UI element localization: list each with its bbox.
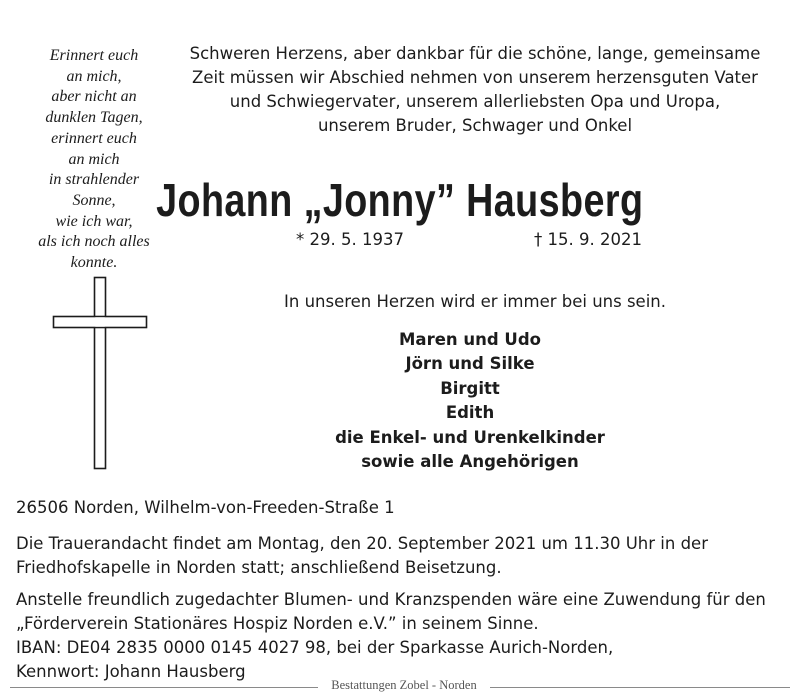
footer-divider-left (10, 687, 318, 688)
poem-line: Sonne, (72, 191, 116, 209)
mourner: sowie alle Angehörigen (361, 452, 579, 472)
poem-line: konnte. (70, 254, 118, 272)
footer-divider-right (490, 687, 790, 688)
motto: In unseren Herzen wird er immer bei uns sein. (284, 292, 666, 311)
poem-line: aber nicht an (51, 88, 137, 106)
donation-line: „Förderverein Stationäres Hospiz Norden e.V.” in seinem Sinne. (16, 614, 539, 633)
donation-line: Kennwort: Johann Hausberg (16, 662, 246, 681)
poem-line: wie ich war, (55, 212, 133, 230)
poem-quote (24, 46, 164, 274)
poem-line: als ich noch alles (38, 233, 150, 251)
intro-line: und Schwiegervater, unserem allerliebsten Opa und Uropa, (229, 92, 721, 111)
mourner: Jörn und Silke (405, 354, 535, 374)
poem-line: an mich, (66, 67, 122, 85)
intro-line: Schweren Herzens, aber dankbar für die schöne, lange, gemeinsame (189, 44, 761, 63)
address: 26506 Norden, Wilhelm-von-Freeden-Straße 1 (16, 498, 395, 517)
mourner: Edith (445, 403, 495, 423)
poem-line: an mich (68, 150, 120, 168)
mourner: Birgitt (440, 378, 500, 398)
death-date: † 15. 9. 2021 (534, 230, 642, 249)
intro-line: Zeit müssen wir Abschied nehmen von unserem herzensguten Vater (192, 68, 758, 87)
service-line: Friedhofskapelle in Norden statt; anschließend Beisetzung. (16, 558, 502, 577)
poem-line: dunklen Tagen, (45, 109, 143, 127)
donation-line: IBAN: DE04 2835 0000 0145 4027 98, bei der Sparkasse Aurich-Norden, (16, 638, 614, 657)
mourners-list (170, 328, 770, 474)
deceased-name: Johann „Jonny” Hausberg (156, 174, 644, 226)
poem-line: in strahlender (48, 171, 140, 189)
service-info (16, 532, 708, 580)
footer-credit: Bestattungen Zobel - Norden (320, 678, 488, 693)
poem-line: erinnert euch (51, 129, 137, 147)
birth-date: * 29. 5. 1937 (296, 230, 404, 249)
donation-line: Anstelle freundlich zugedachter Blumen- und Kranzspenden wäre eine Zuwendung für den (16, 590, 766, 609)
cross-icon (52, 276, 148, 470)
poem-line: Erinnert euch (49, 47, 139, 64)
donation-info (16, 588, 766, 684)
intro-line: unserem Bruder, Schwager und Onkel (317, 116, 633, 135)
mourner: die Enkel- und Urenkelkinder (335, 427, 605, 447)
mourner: Maren und Udo (399, 330, 541, 349)
service-line: Die Trauerandacht findet am Montag, den 20. September 2021 um 11.30 Uhr in der (16, 534, 708, 553)
intro-text (170, 42, 780, 138)
